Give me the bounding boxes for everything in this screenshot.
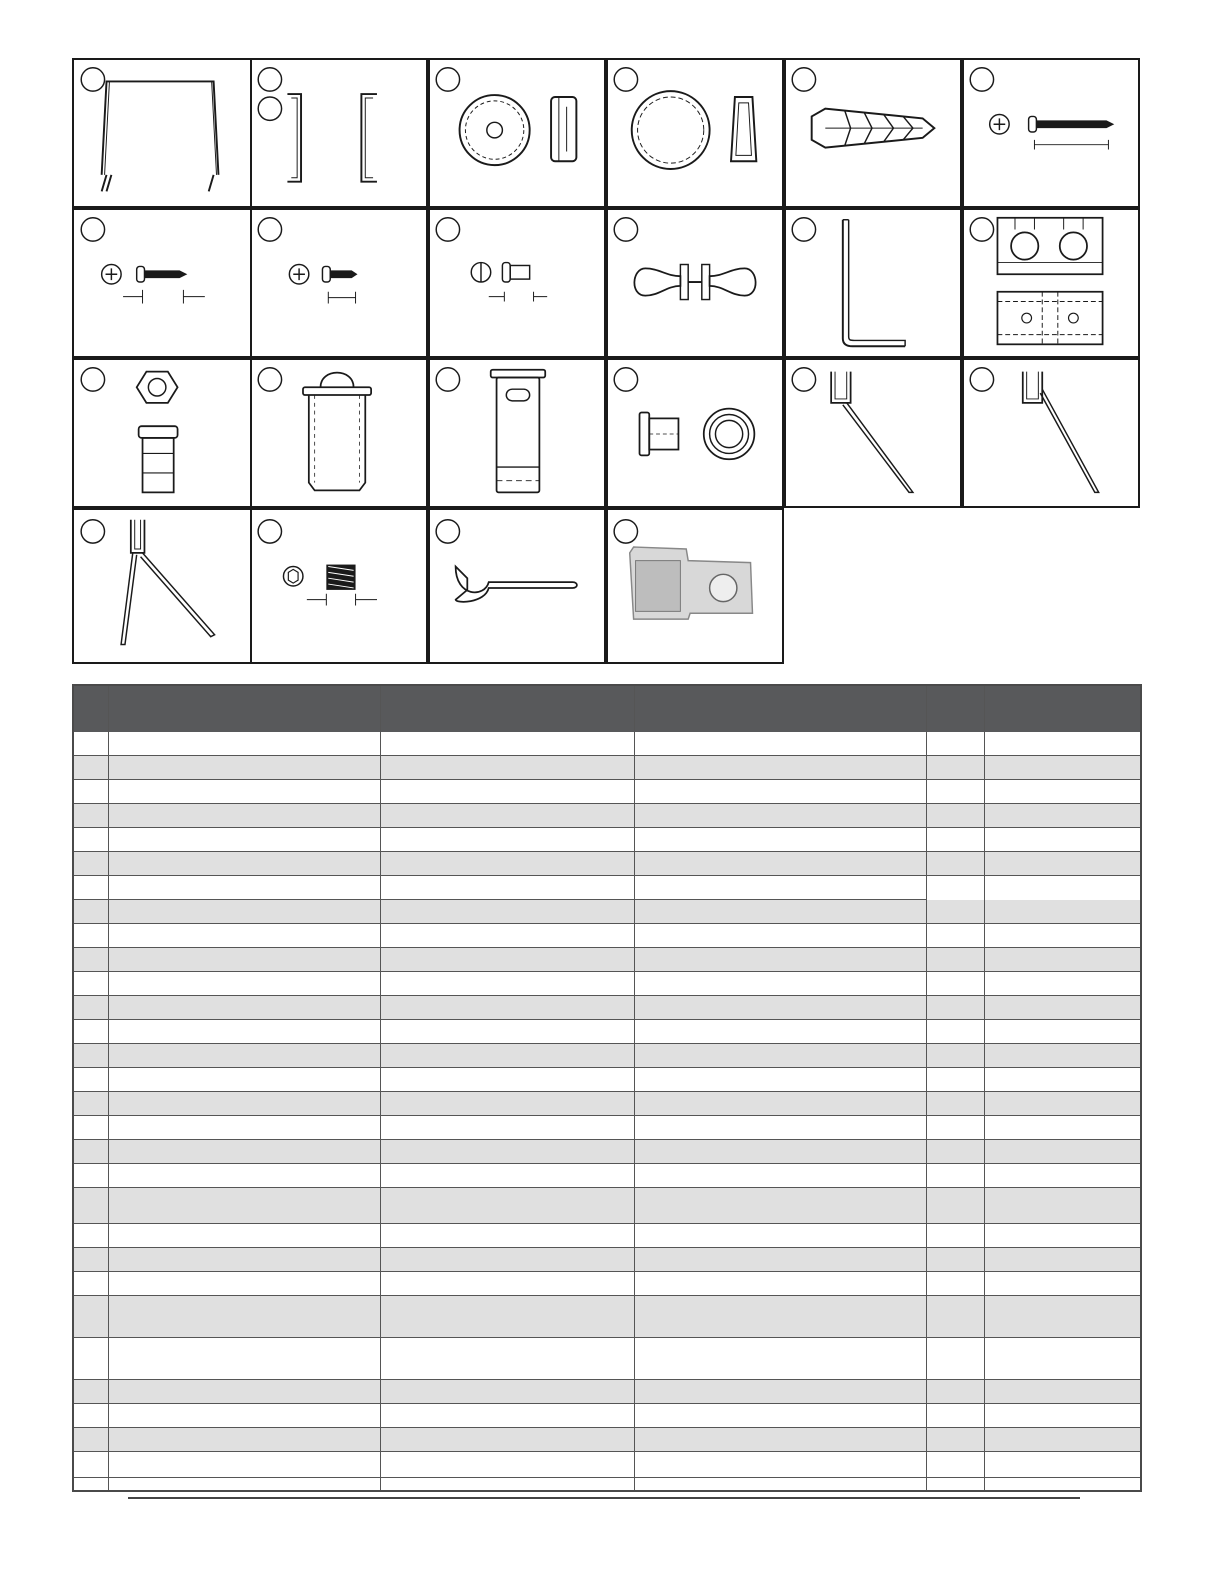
part-cell-13 bbox=[72, 358, 252, 508]
table-row bbox=[74, 1116, 1140, 1140]
table-row bbox=[74, 1338, 1140, 1380]
table-row bbox=[74, 1404, 1140, 1428]
part-cell-6 bbox=[962, 58, 1140, 208]
knob-handle-icon bbox=[608, 210, 782, 356]
short-screw-icon bbox=[252, 210, 426, 356]
part-cell-17 bbox=[784, 358, 962, 508]
part-cell-9 bbox=[428, 208, 606, 358]
table-row bbox=[74, 1296, 1140, 1338]
u-clip-icon bbox=[74, 60, 250, 206]
table-row bbox=[74, 1380, 1140, 1404]
table-row bbox=[74, 1452, 1140, 1478]
hex-key-icon bbox=[786, 210, 960, 356]
part-cell-5 bbox=[784, 58, 962, 208]
part-cell-15 bbox=[428, 358, 606, 508]
parts-table bbox=[72, 684, 1142, 1492]
nut-and-bushing-icon bbox=[74, 360, 250, 506]
column-divider bbox=[926, 686, 927, 1490]
table-row bbox=[74, 1068, 1140, 1092]
part-cell-8 bbox=[250, 208, 428, 358]
table-row bbox=[74, 1044, 1140, 1068]
part-cell-19 bbox=[72, 508, 252, 664]
table-row bbox=[74, 1428, 1140, 1452]
column-divider bbox=[984, 686, 985, 1490]
table-row bbox=[74, 1272, 1140, 1296]
table-row bbox=[74, 996, 1140, 1020]
table-row bbox=[74, 1224, 1140, 1248]
column-divider bbox=[634, 686, 635, 1490]
part-cell-14 bbox=[250, 358, 428, 508]
wall-anchor-icon bbox=[786, 60, 960, 206]
part-cell-4 bbox=[606, 58, 784, 208]
part-cell-18 bbox=[962, 358, 1140, 508]
table-row bbox=[74, 732, 1140, 756]
glass-clamp-icon bbox=[608, 510, 782, 662]
table-row bbox=[74, 756, 1140, 780]
table-row bbox=[74, 1140, 1140, 1164]
part-cell-20 bbox=[250, 508, 428, 664]
footer-rule bbox=[128, 1497, 1080, 1499]
table-row bbox=[74, 780, 1140, 804]
parts-table-header bbox=[74, 686, 1140, 732]
column-divider bbox=[108, 686, 109, 1490]
ring-cap-icon bbox=[608, 60, 782, 206]
part-cell-21 bbox=[428, 508, 606, 664]
table-row bbox=[74, 852, 1140, 876]
column-divider bbox=[380, 686, 381, 1490]
table-row bbox=[74, 1020, 1140, 1044]
round-cap-icon bbox=[430, 60, 604, 206]
seal-strip-left-icon bbox=[786, 360, 960, 506]
table-row bbox=[74, 1164, 1140, 1188]
table-row bbox=[74, 1188, 1140, 1224]
part-cell-22 bbox=[606, 508, 784, 664]
table-row bbox=[74, 1092, 1140, 1116]
table-row bbox=[74, 948, 1140, 972]
seal-strip-center-icon bbox=[74, 510, 250, 662]
table-row bbox=[74, 1248, 1140, 1272]
part-cell-3 bbox=[428, 58, 606, 208]
seal-strip-right-icon bbox=[964, 360, 1138, 506]
medium-screw-icon bbox=[74, 210, 250, 356]
long-screw-icon bbox=[964, 60, 1138, 206]
ball-catch-icon bbox=[252, 360, 426, 506]
bracket-pair-icon bbox=[252, 60, 426, 206]
wrench-icon bbox=[430, 510, 604, 662]
table-row bbox=[74, 804, 1140, 828]
barrel-screw-icon bbox=[430, 210, 604, 356]
bushing-washer-icon bbox=[608, 360, 782, 506]
table-row bbox=[74, 900, 1140, 924]
table-row bbox=[74, 924, 1140, 948]
part-cell-10 bbox=[606, 208, 784, 358]
strike-plate-icon bbox=[430, 360, 604, 506]
part-cell-16 bbox=[606, 358, 784, 508]
part-cell-2 bbox=[250, 58, 428, 208]
parts-diagram-grid bbox=[72, 58, 1140, 664]
part-cell-11 bbox=[784, 208, 962, 358]
table-row bbox=[74, 828, 1140, 852]
part-cell-12 bbox=[962, 208, 1140, 358]
part-cell-7 bbox=[72, 208, 252, 358]
part-cell-1 bbox=[72, 58, 252, 208]
clamp-block-icon bbox=[964, 210, 1138, 356]
set-screw-icon bbox=[252, 510, 426, 662]
table-row bbox=[74, 972, 1140, 996]
